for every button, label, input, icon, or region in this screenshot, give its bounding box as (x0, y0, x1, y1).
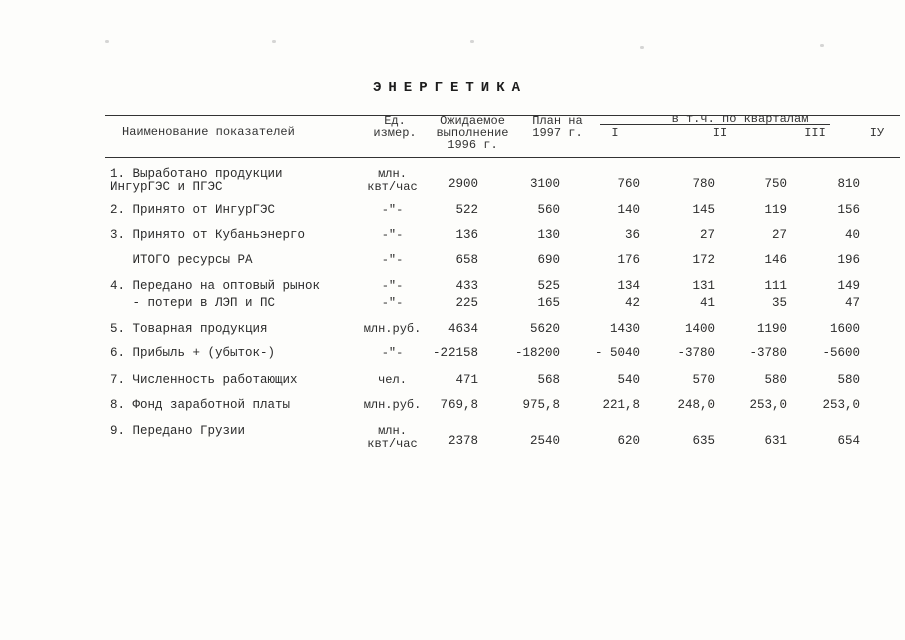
row-q4: 156 (837, 203, 860, 217)
row-plan: 165 (537, 296, 560, 310)
row-unit: млн.руб. (363, 398, 422, 412)
row-q4: -5600 (822, 346, 860, 360)
row-plan: 690 (537, 253, 560, 267)
header-quarter-4: IУ (869, 126, 885, 140)
header-expected: Ожидаемое выполнение 1996 г. (436, 114, 509, 152)
row-label: 7. Численность работающих (110, 373, 298, 387)
scan-speck (470, 40, 474, 43)
row-expected: 225 (455, 296, 478, 310)
header-bottom-rule (105, 157, 900, 158)
row-plan: 5620 (529, 322, 560, 336)
document-title: ЭНЕРГЕТИКА (372, 80, 527, 96)
table-row (0, 374, 905, 396)
row-q1: 221,8 (602, 398, 640, 412)
row-label: 8. Фонд заработной платы (110, 398, 291, 412)
row-plan: 525 (537, 279, 560, 293)
table-row (0, 204, 905, 226)
table-row-total (0, 254, 905, 276)
row-expected: 471 (455, 373, 478, 387)
row-q3: 146 (764, 253, 787, 267)
header-quarter-2: II (712, 126, 728, 140)
row-unit: -"- (381, 346, 404, 360)
row-q4: 810 (837, 177, 860, 191)
row-q3: 35 (771, 296, 787, 310)
row-unit: -"- (381, 279, 404, 293)
row-q4: 1600 (829, 322, 860, 336)
row-plan: 2540 (529, 434, 560, 448)
row-plan: -18200 (514, 346, 560, 360)
row-q3: 119 (764, 203, 787, 217)
row-q3: 580 (764, 373, 787, 387)
row-q3: 253,0 (749, 398, 787, 412)
row-label: 1. Выработано продукции ИнгурГЭС и ПГЭС (110, 167, 283, 194)
row-label: 9. Передано Грузии (110, 424, 246, 438)
row-q2: 145 (692, 203, 715, 217)
scan-speck (105, 40, 109, 43)
row-unit: -"- (381, 203, 404, 217)
row-q4: 580 (837, 373, 860, 387)
row-q2: 780 (692, 177, 715, 191)
row-expected: 522 (455, 203, 478, 217)
row-label: 6. Прибыль + (убыток-) (110, 346, 276, 360)
row-unit: -"- (381, 228, 404, 242)
row-label: ИТОГО ресурсы РА (110, 253, 253, 267)
row-q3: 111 (764, 279, 787, 293)
row-label: 5. Товарная продукция (110, 322, 268, 336)
scan-speck (640, 46, 644, 49)
table-row (0, 399, 905, 421)
row-q1: 36 (624, 228, 640, 242)
row-expected: 658 (455, 253, 478, 267)
row-q3: 27 (771, 228, 787, 242)
row-q1: 140 (617, 203, 640, 217)
row-q3: 750 (764, 177, 787, 191)
row-q4: 196 (837, 253, 860, 267)
row-q2: 172 (692, 253, 715, 267)
row-q4: 654 (837, 434, 860, 448)
header-quarters-caption: в т.ч. по кварталам (671, 112, 809, 126)
header-unit: Ед. измер. (373, 114, 417, 140)
row-expected: 433 (455, 279, 478, 293)
row-plan: 560 (537, 203, 560, 217)
table-row (0, 424, 905, 451)
row-q1: 42 (624, 296, 640, 310)
header-quarter-3: III (804, 126, 826, 140)
table-row (0, 167, 905, 194)
row-expected: 2900 (447, 177, 478, 191)
row-q4: 253,0 (822, 398, 860, 412)
row-q3: 1190 (756, 322, 787, 336)
row-plan: 3100 (529, 177, 560, 191)
row-q2: 635 (692, 434, 715, 448)
header-name: Наименование показателей (122, 125, 295, 139)
table-row (0, 323, 905, 345)
row-label: 4. Передано на оптовый рынок (110, 279, 321, 293)
row-q1: 134 (617, 279, 640, 293)
row-q4: 149 (837, 279, 860, 293)
row-q1: - 5040 (594, 346, 640, 360)
table-row (0, 297, 905, 319)
row-q2: -3780 (677, 346, 715, 360)
row-unit: млн.руб. (363, 322, 422, 336)
row-expected: 2378 (447, 434, 478, 448)
row-unit: чел. (378, 373, 407, 387)
row-q2: 27 (699, 228, 715, 242)
row-q1: 176 (617, 253, 640, 267)
row-label: 2. Принято от ИнгурГЭС (110, 203, 276, 217)
row-q3: 631 (764, 434, 787, 448)
row-q1: 620 (617, 434, 640, 448)
row-expected: -22158 (432, 346, 478, 360)
scan-speck (820, 44, 824, 47)
row-label: 3. Принято от Кубаньэнерго (110, 228, 306, 242)
row-q2: 248,0 (677, 398, 715, 412)
scan-speck (272, 40, 276, 43)
row-unit: млн. квт/час (367, 167, 418, 194)
row-q4: 47 (844, 296, 860, 310)
header-quarter-1: I (611, 126, 619, 140)
row-q1: 1430 (609, 322, 640, 336)
row-q1: 540 (617, 373, 640, 387)
row-q2: 1400 (684, 322, 715, 336)
row-q2: 41 (699, 296, 715, 310)
row-q1: 760 (617, 177, 640, 191)
row-unit: -"- (381, 296, 404, 310)
row-unit: -"- (381, 253, 404, 267)
row-q3: -3780 (749, 346, 787, 360)
row-plan: 568 (537, 373, 560, 387)
table-row (0, 347, 905, 369)
row-unit: млн. квт/час (367, 424, 418, 451)
row-plan: 130 (537, 228, 560, 242)
row-expected: 136 (455, 228, 478, 242)
row-q2: 131 (692, 279, 715, 293)
row-q2: 570 (692, 373, 715, 387)
row-expected: 769,8 (440, 398, 478, 412)
row-label: - потери в ЛЭП и ПС (110, 296, 276, 310)
row-q4: 40 (844, 228, 860, 242)
row-expected: 4634 (447, 322, 478, 336)
table-row (0, 229, 905, 251)
header-plan: План на 1997 г. (532, 114, 583, 140)
row-plan: 975,8 (522, 398, 560, 412)
